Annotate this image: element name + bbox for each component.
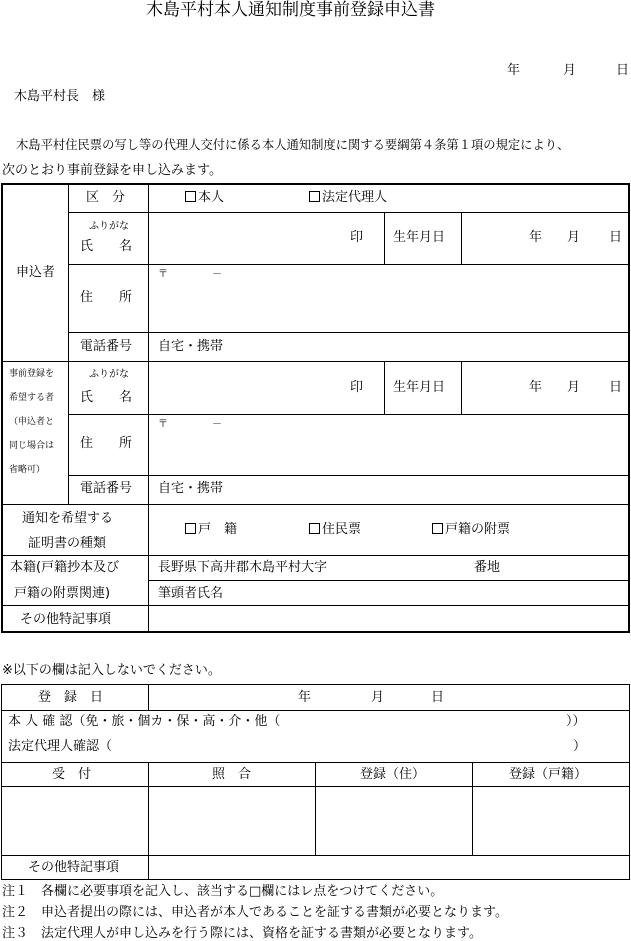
registrant-postal-mark: 〒 bbox=[158, 419, 168, 430]
registrant-phone-value[interactable]: 自宅・携帯 bbox=[158, 481, 224, 496]
applicant-postal-mark: 〒 bbox=[158, 269, 168, 280]
reg-date-day: 日 bbox=[431, 690, 445, 705]
honseki-banchi: 番地 bbox=[474, 560, 501, 575]
office-use-note: ※以下の欄は記入しないでください。 bbox=[2, 663, 221, 678]
checkbox-legal-rep[interactable]: 法定代理人 bbox=[309, 191, 387, 204]
certificate-label-line2: 証明書の種類 bbox=[28, 536, 107, 551]
intro-line-1: 木島平村住民票の写し等の代理人交付に係る本人通知制度に関する要綱第４条第１項の規定により、 bbox=[16, 138, 570, 152]
date-month: 月 bbox=[563, 63, 577, 78]
honseki-head-name[interactable]: 筆頭者氏名 bbox=[158, 586, 224, 601]
checkbox-icon[interactable] bbox=[185, 523, 196, 534]
registrant-name-label: 氏 名 bbox=[80, 390, 133, 405]
checkbox-icon[interactable] bbox=[309, 523, 320, 534]
date-year: 年 bbox=[507, 63, 521, 78]
registrant-dob-day: 日 bbox=[609, 380, 623, 395]
checkbox-juminhyo[interactable]: 住民票 bbox=[309, 523, 361, 536]
checkbox-koseki[interactable]: 戸 籍 bbox=[185, 523, 237, 536]
applicant-furigana-label: ふりがな bbox=[89, 221, 129, 232]
registrant-dob-month: 月 bbox=[567, 380, 581, 395]
legal-rep-check-close: ） bbox=[573, 739, 587, 754]
registrant-dob-year: 年 bbox=[529, 380, 543, 395]
col-reception: 受 付 bbox=[52, 767, 92, 782]
registrant-postal-dash: － bbox=[212, 419, 222, 430]
col-verify: 照 合 bbox=[212, 767, 252, 782]
honseki-label-line1: 本籍(戸籍抄本及び bbox=[10, 560, 120, 575]
checkbox-icon[interactable] bbox=[185, 191, 196, 202]
applicant-address-label: 住 所 bbox=[80, 290, 133, 305]
honseki-label-line2: 戸籍の附票関連) bbox=[14, 586, 111, 601]
col-reg-koseki: 登録（戸籍） bbox=[509, 767, 588, 782]
applicant-section-label: 申込者 bbox=[16, 265, 56, 280]
registrant-furigana-label: ふりがな bbox=[89, 369, 129, 380]
col-reg-jumin: 登録（住） bbox=[360, 767, 426, 782]
registrant-seal: 印 bbox=[350, 380, 364, 395]
applicant-dob-year: 年 bbox=[529, 230, 543, 245]
checkbox-icon[interactable] bbox=[432, 523, 443, 534]
certificate-label-line1: 通知を希望する bbox=[22, 511, 114, 526]
applicant-phone-label: 電話番号 bbox=[80, 339, 133, 354]
registrant-name-input[interactable] bbox=[152, 363, 342, 412]
checkbox-icon[interactable] bbox=[309, 191, 320, 202]
reg-date-year: 年 bbox=[298, 690, 312, 705]
applicant-seal: 印 bbox=[350, 230, 364, 245]
id-check-close: ）） bbox=[566, 714, 586, 729]
applicant-dob-label: 生年月日 bbox=[393, 230, 446, 245]
applicant-dob-month: 月 bbox=[567, 230, 581, 245]
applicant-phone-value[interactable]: 自宅・携帯 bbox=[158, 339, 224, 354]
category-label: 区 分 bbox=[86, 190, 126, 205]
other-notes-input[interactable] bbox=[152, 607, 622, 629]
applicant-name-label: 氏 名 bbox=[80, 239, 133, 254]
honseki-address-prefix: 長野県下高井郡木島平村大字 bbox=[158, 560, 328, 575]
applicant-name-input[interactable] bbox=[152, 214, 342, 262]
legal-rep-check-label: 法定代理人確認（ bbox=[8, 739, 113, 754]
intro-line-2: 次のとおり事前登録を申し込みます。 bbox=[2, 163, 222, 178]
registrant-dob-label: 生年月日 bbox=[393, 380, 446, 395]
checkbox-fuhyo[interactable]: 戸籍の附票 bbox=[432, 523, 510, 536]
note-3: 注３ 法定代理人が申し込みを行う際には、資格を証する書類が必要となります。 bbox=[2, 926, 482, 941]
registrant-address-label: 住 所 bbox=[80, 436, 133, 451]
applicant-postal-dash: － bbox=[212, 269, 222, 280]
date-day: 日 bbox=[616, 63, 630, 78]
applicant-address-input[interactable] bbox=[152, 284, 622, 328]
addressee: 木島平村長 様 bbox=[14, 89, 106, 104]
registrant-phone-label: 電話番号 bbox=[80, 481, 133, 496]
registrant-address-input[interactable] bbox=[152, 434, 622, 472]
office-other-notes-label: その他特記事項 bbox=[28, 860, 120, 875]
page-title: 木島平村本人通知制度事前登録申込書 bbox=[146, 0, 435, 20]
applicant-dob-day: 日 bbox=[609, 230, 623, 245]
note-1: 注１ 各欄に必要事項を記入し、該当する□欄にはレ点をつけてください。 bbox=[2, 884, 444, 899]
id-check-label: 本 人 確 認（免・旅・個カ・保・高・介・他（ bbox=[8, 714, 281, 729]
reg-date-month: 月 bbox=[371, 690, 385, 705]
reg-date-label: 登 録 日 bbox=[38, 690, 104, 705]
checkbox-self[interactable]: 本人 bbox=[185, 191, 224, 204]
other-notes-label: その他特記事項 bbox=[20, 612, 112, 627]
note-2: 注２ 申込者提出の際には、申込者が本人であることを証する書類が必要となります。 bbox=[2, 905, 508, 920]
